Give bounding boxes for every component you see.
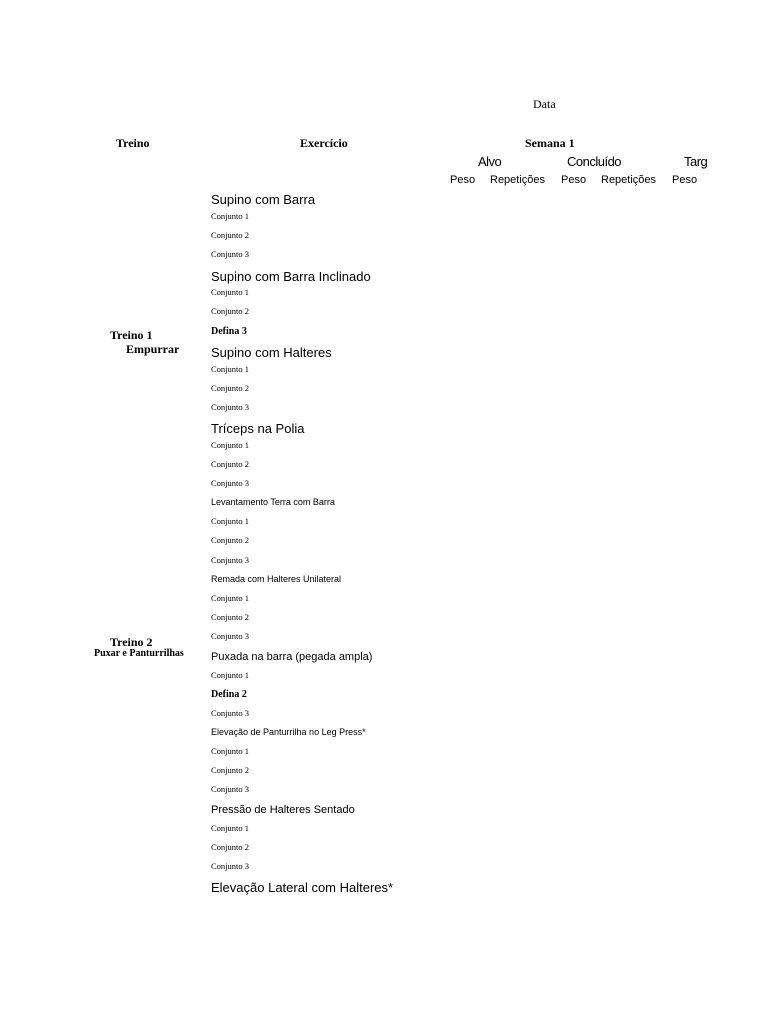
set-label: Conjunto 1 [211,364,250,374]
set-label: Conjunto 3 [211,708,250,718]
set-label: Conjunto 2 [211,535,250,545]
column-header-exercicio: Exercício [300,136,348,150]
set-label: Conjunto 2 [211,612,250,622]
set-label: Conjunto 3 [211,631,250,641]
group-subtitle-empurrar: Empurrar [126,342,180,356]
subheader-targ: Targ [684,154,708,169]
column-peso-3: Peso [672,174,698,186]
set-label: Defina 2 [211,689,247,700]
week-header: Semana 1 [525,136,575,150]
set-label: Conjunto 2 [211,230,250,240]
exercise-name: Elevação de Panturrilha no Leg Press* [211,727,366,737]
exercise-name: Tríceps na Polia [211,421,305,436]
exercise-name: Supino com Halteres [211,345,332,360]
exercise-name: Levantamento Terra com Barra [211,497,335,507]
group-title-treino-1: Treino 1 [110,328,153,342]
set-label: Conjunto 3 [211,402,250,412]
exercise-name: Puxada na barra (pegada ampla) [211,651,373,663]
set-label: Defina 3 [211,326,247,337]
set-label: Conjunto 1 [211,823,250,833]
exercise-name: Elevação Lateral com Halteres* [211,880,394,895]
subheader-concluido: Concluído [567,154,622,169]
exercise-name: Supino com Barra Inclinado [211,269,371,284]
set-label: Conjunto 2 [211,765,250,775]
set-label: Conjunto 1 [211,211,250,221]
column-peso-1: Peso [450,174,476,186]
exercise-name: Supino com Barra [211,192,316,207]
set-label: Conjunto 2 [211,459,250,469]
set-label: Conjunto 1 [211,440,250,450]
set-label: Conjunto 2 [211,306,250,316]
set-label: Conjunto 3 [211,555,250,565]
set-label: Conjunto 1 [211,516,250,526]
set-label: Conjunto 3 [211,784,250,794]
set-label: Conjunto 1 [211,670,250,680]
group-subtitle-puxar: Puxar e Panturrilhas [94,648,184,659]
set-label: Conjunto 1 [211,593,250,603]
exercise-name: Remada com Halteres Unilateral [211,574,342,584]
set-label: Conjunto 3 [211,249,250,259]
set-label: Conjunto 3 [211,861,250,871]
set-label: Conjunto 3 [211,478,250,488]
set-label: Conjunto 1 [211,287,250,297]
exercise-name: Pressão de Halteres Sentado [211,804,355,816]
column-repeticoes-2: Repetições [601,174,657,186]
date-label: Data [533,97,556,111]
set-label: Conjunto 2 [211,383,250,393]
column-peso-2: Peso [561,174,587,186]
set-label: Conjunto 2 [211,842,250,852]
column-repeticoes-1: Repetições [490,174,546,186]
group-title-treino-2: Treino 2 [110,635,153,649]
set-label: Conjunto 1 [211,746,250,756]
column-header-treino: Treino [116,136,150,150]
subheader-alvo: Alvo [478,154,502,169]
